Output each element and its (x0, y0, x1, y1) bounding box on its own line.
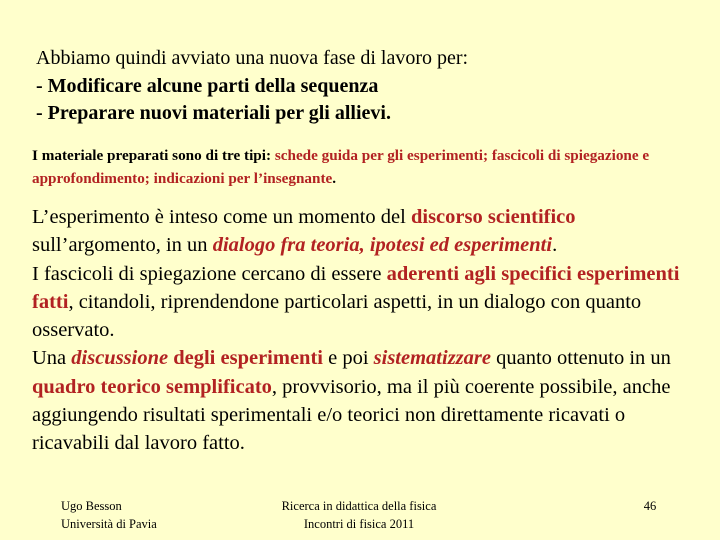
footer-title-line2: Incontri di fisica 2011 (303, 517, 415, 531)
text-span: . (552, 234, 558, 257)
intro-block (36, 44, 696, 127)
text-span: Una (32, 347, 72, 370)
footer-title (272, 497, 446, 533)
text-span: , provvisorio, ma il più coerente possibile, anche aggiungendo risultati sperimentali e/o teorici non direttamente ricavati o ricavabili dal lavoro fatto. (32, 375, 671, 455)
text-span: sull’argomento, in un (32, 234, 213, 257)
author-name: Ugo Besson (61, 499, 122, 513)
author-university: Università di Pavia (61, 517, 157, 531)
materials-lead: I materiale preparati sono di tre tipi: (32, 147, 275, 164)
paragraph-discussione (32, 344, 692, 457)
footer-author (61, 497, 157, 533)
materials-types: schede guida per gli esperimenti; fascicoli di spiegazione e approfondimento; indicazioni per l’insegnante (32, 147, 650, 187)
highlight-quadro: quadro teorico semplificato (32, 375, 272, 398)
page-number: 46 (643, 499, 657, 513)
highlight-esperimenti: degli esperimenti (168, 347, 323, 370)
highlight-discorso: discorso scientifico (410, 206, 576, 228)
footer-title-line1: Ricerca in didattica della fisica (281, 499, 437, 513)
text-span: quanto ottenuto in un (490, 347, 671, 370)
bullet-prepare: - Preparare nuovi materiali per gli allievi. (36, 102, 391, 124)
materials-end: . (332, 170, 337, 187)
highlight-sistematizzare: sistematizzare (373, 347, 491, 370)
highlight-discussione: discussione (71, 347, 169, 370)
paragraph-experiment (32, 203, 692, 260)
text-span: I fascicoli di spiegazione cercano di essere (32, 262, 387, 285)
body-text (32, 203, 692, 458)
intro-line: Abbiamo quindi avviato una nuova fase di lavoro per: (36, 47, 469, 69)
paragraph-fascicoli (32, 260, 692, 345)
text-span: e poi (322, 347, 374, 370)
text-span: , citandoli, riprendendone particolari aspetti, in un dialogo con quanto osservato. (32, 290, 642, 342)
text-span: L’esperimento è inteso come un momento del (32, 206, 411, 228)
highlight-dialogo: dialogo fra teoria, ipotesi ed esperimenti (212, 234, 553, 257)
materials-paragraph (32, 144, 692, 190)
highlight-aderenti: aderenti agli specifici esperimenti fatti (32, 262, 680, 313)
bullet-modify: - Modificare alcune parti della sequenza (36, 75, 379, 97)
